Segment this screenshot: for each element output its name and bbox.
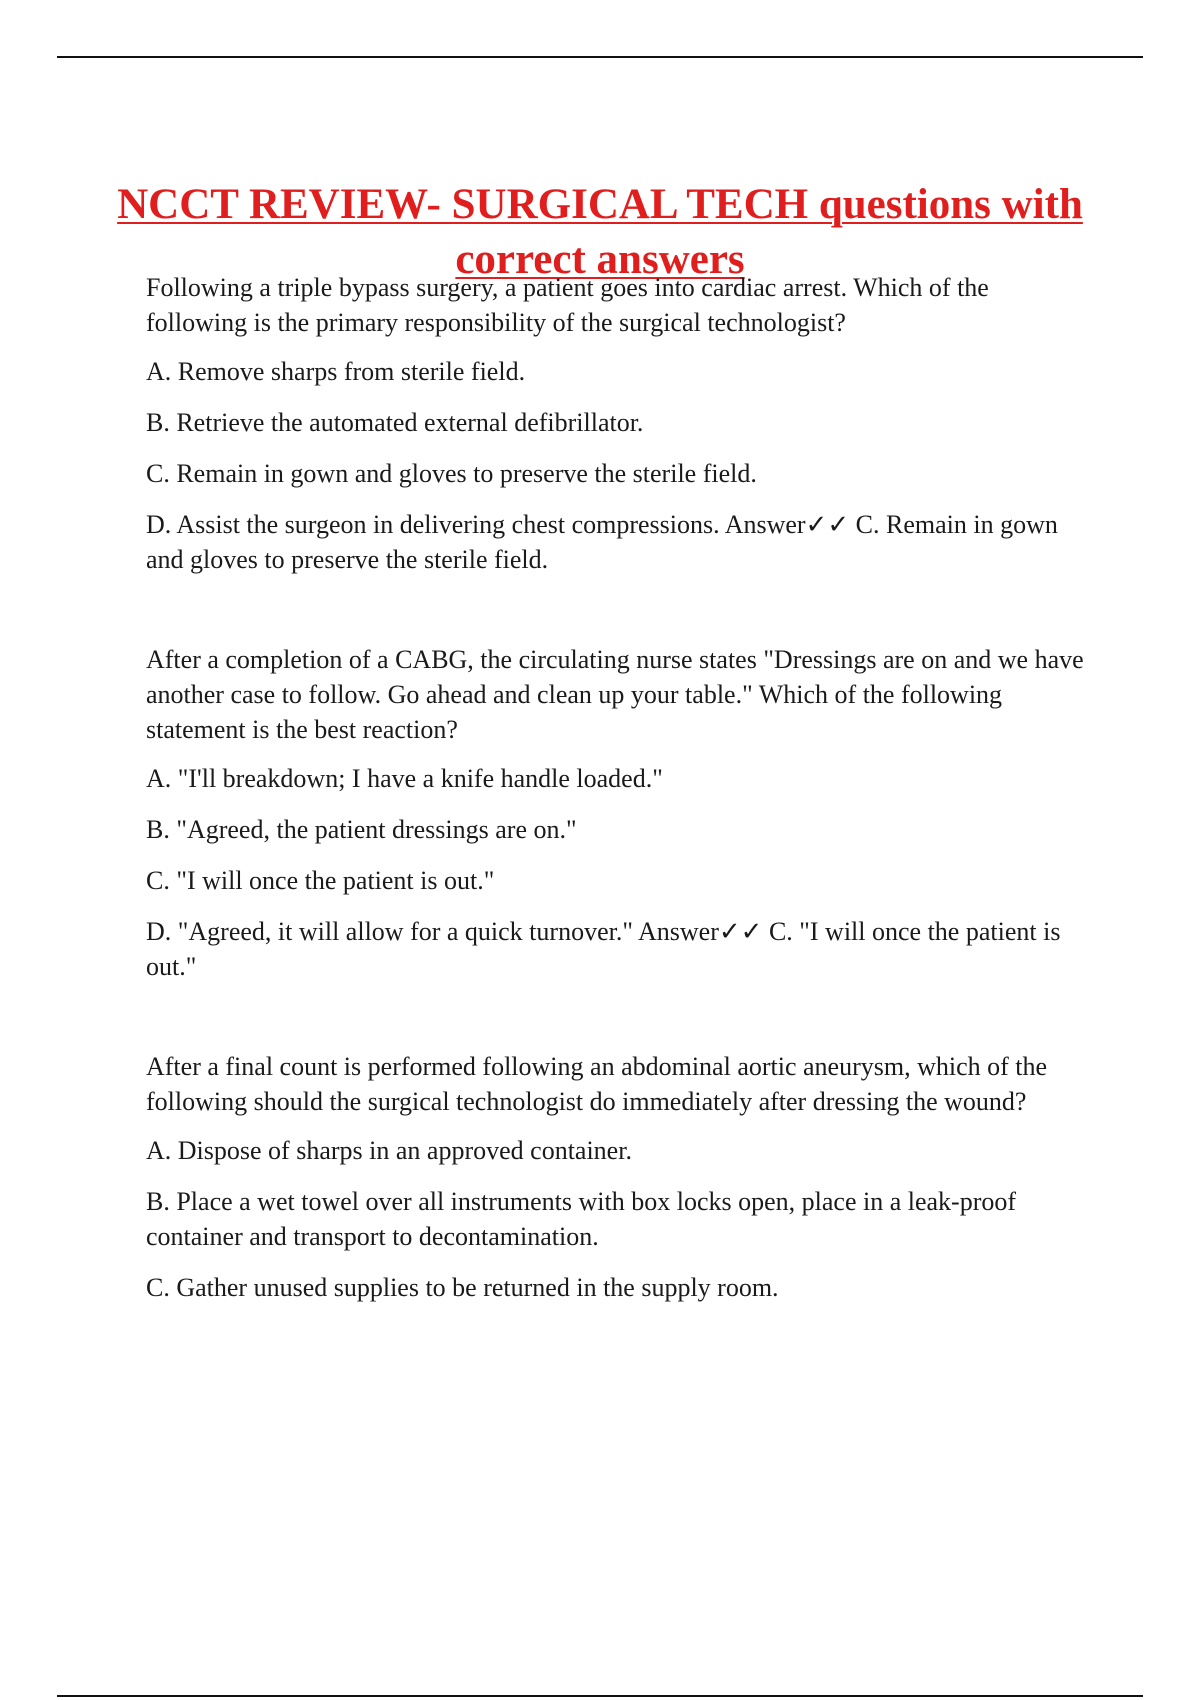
option-a: A. Dispose of sharps in an approved container. <box>146 1136 632 1165</box>
question-1 <box>146 270 1086 577</box>
question-text: Following a triple bypass surgery, a patient goes into cardiac arrest. Which of the following is the primary responsibility of the surgical technologist? <box>146 273 989 337</box>
page-title: NCCT REVIEW- SURGICAL TECH questions with correct answers <box>117 180 1083 283</box>
option-b: B. Place a wet towel over all instruments with box locks open, place in a leak-proof container and transport to decontamination. <box>146 1187 1017 1251</box>
question-text: After a completion of a CABG, the circulating nurse states "Dressings are on and we have another case to follow. Go ahead and clean up your table." Which of the following statement is the best reaction? <box>146 645 1084 744</box>
question-list <box>146 270 1086 1305</box>
option-b: B. Retrieve the automated external defibrillator. <box>146 408 644 437</box>
option-a: A. "I'll breakdown; I have a knife handle loaded." <box>146 764 663 793</box>
question-2 <box>146 642 1086 984</box>
option-b: B. "Agreed, the patient dressings are on." <box>146 815 577 844</box>
question-3 <box>146 1049 1086 1305</box>
option-a: A. Remove sharps from sterile field. <box>146 357 526 386</box>
option-d-with-answer: D. "Agreed, it will allow for a quick turnover." Answer✓✓ C. "I will once the patient is out." <box>146 917 1061 981</box>
bottom-rule <box>57 1695 1143 1697</box>
option-d-with-answer: D. Assist the surgeon in delivering chest compressions. Answer✓✓ C. Remain in gown and gloves to preserve the sterile field. <box>146 510 1058 574</box>
option-c: C. "I will once the patient is out." <box>146 866 495 895</box>
option-c: C. Remain in gown and gloves to preserve the sterile field. <box>146 459 757 488</box>
top-rule <box>57 56 1143 58</box>
option-c: C. Gather unused supplies to be returned in the supply room. <box>146 1273 779 1302</box>
question-text: After a final count is performed following an abdominal aortic aneurysm, which of the following should the surgical technologist do immediately after dressing the wound? <box>146 1052 1048 1116</box>
